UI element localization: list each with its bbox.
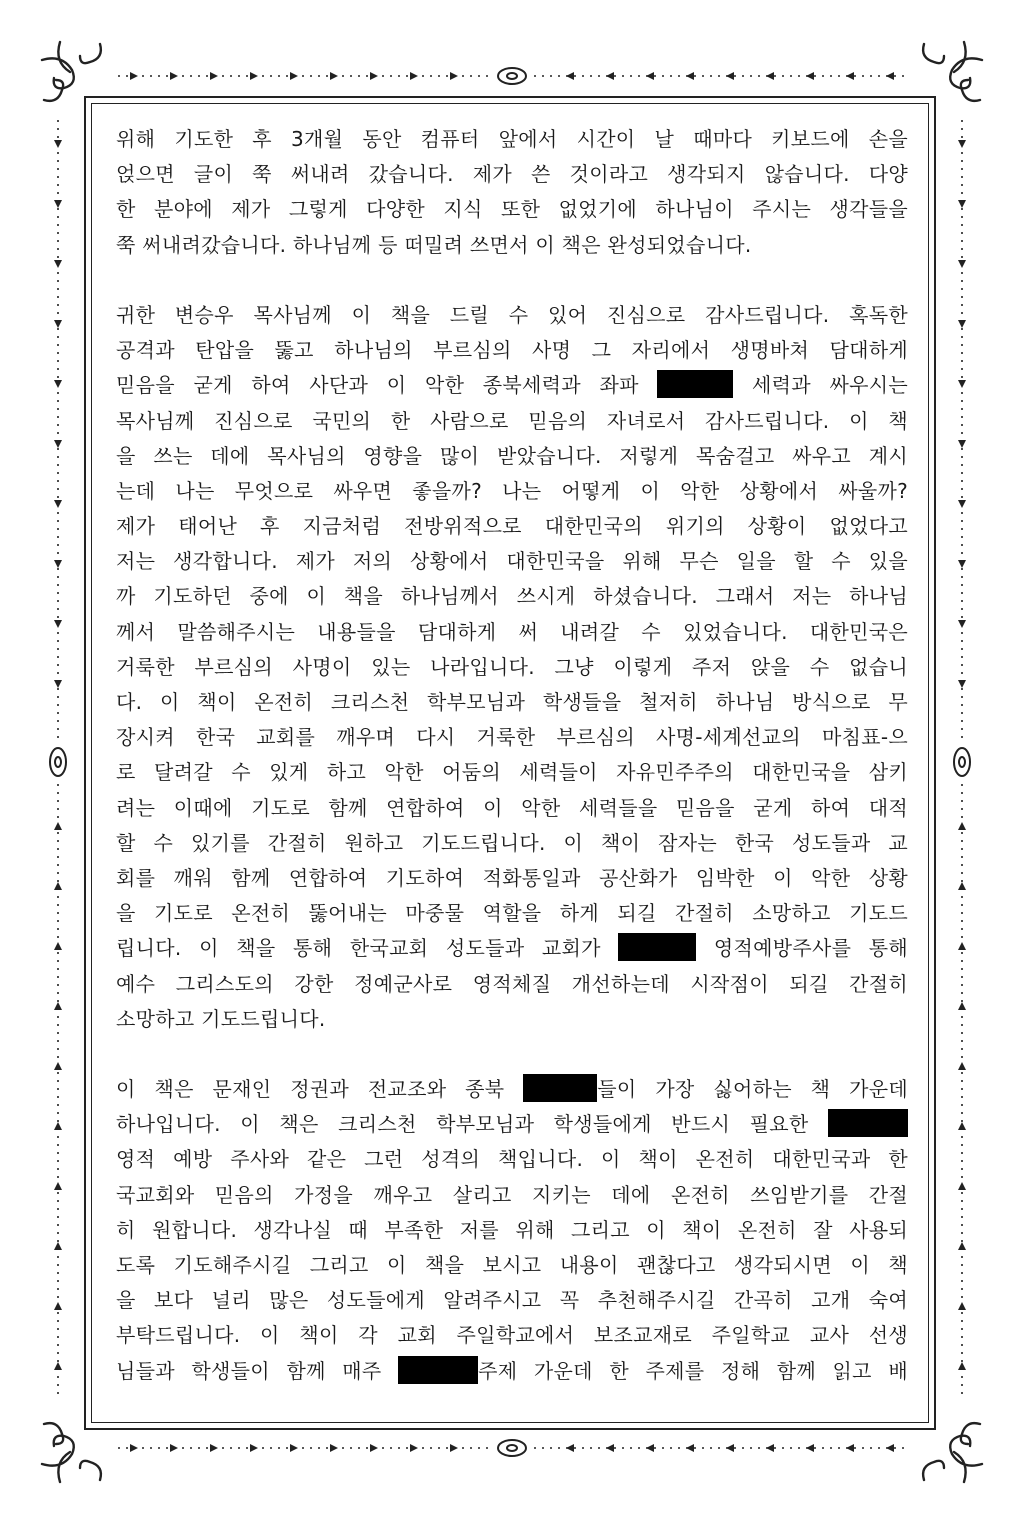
text-line xyxy=(116,685,908,720)
text-segment: 세력과 싸우시는 xyxy=(733,373,908,398)
text-segment: 하나입니다. 이 책은 크리스천 학부모님과 학생들에게 반드시 필요한 xyxy=(116,1112,828,1137)
text-segment: 목사님께 진심으로 국민의 한 사람으로 믿음의 자녀로서 감사드립니다. 이 책 xyxy=(116,408,908,433)
text-segment: 소망하고 기도드립니다. xyxy=(116,1006,326,1031)
text-line xyxy=(116,368,908,403)
text-segment: 공격과 탄압을 뚫고 하나님의 부르심의 사명 그 자리에서 생명바쳐 담대하게 xyxy=(116,338,908,363)
text-line xyxy=(116,826,908,861)
redaction-block xyxy=(657,370,733,398)
text-line xyxy=(116,650,908,685)
text-line xyxy=(116,1002,908,1037)
text-line xyxy=(116,509,908,544)
text-line xyxy=(116,298,908,333)
text-segment: 한 분야에 제가 그렇게 다양한 지식 또한 없었기에 하나님이 주시는 생각들을 xyxy=(116,197,908,222)
text-line xyxy=(116,1142,908,1177)
text-segment: 께서 말씀해주시는 내용들을 담대하게 써 내려갈 수 있었습니다. 대한민국은 xyxy=(116,619,908,644)
text-line xyxy=(116,157,908,192)
redaction-block xyxy=(398,1356,478,1384)
text-segment: 쭉 써내려갔습니다. 하나님께 등 떠밀려 쓰면서 이 책은 완성되었습니다. xyxy=(116,232,752,257)
text-line xyxy=(116,1248,908,1283)
text-line xyxy=(116,615,908,650)
text-segment: 회를 깨워 함께 연합하여 기도하여 적화통일과 공산화가 임박한 이 악한 상황 xyxy=(116,865,908,890)
text-segment: 을 기도로 온전히 뚫어내는 마중물 역할을 하게 되길 간절히 소망하고 기도드 xyxy=(116,901,908,926)
text-segment: 을 보다 널리 많은 성도들에게 알려주시고 꼭 추천해주시길 간곡히 고개 숙여 xyxy=(116,1288,908,1313)
text-line xyxy=(116,439,908,474)
text-line xyxy=(116,896,908,931)
paragraph xyxy=(116,1072,908,1389)
text-line xyxy=(116,720,908,755)
text-line xyxy=(116,1318,908,1353)
text-segment: 려는 이때에 기도로 함께 연합하여 이 악한 세력들을 믿음을 굳게 하여 대적 xyxy=(116,795,908,820)
text-segment: 이 책은 문재인 정권과 전교조와 종북 xyxy=(116,1077,524,1102)
redaction-block xyxy=(828,1109,908,1137)
text-line xyxy=(116,1213,908,1248)
text-segment: 로 달려갈 수 있게 하고 악한 어둠의 세력들이 자유민주주의 대한민국을 삼키 xyxy=(116,760,908,785)
text-line xyxy=(116,1354,908,1389)
paragraph xyxy=(116,298,908,1037)
text-segment: 히 원합니다. 생각나실 때 부족한 저를 위해 그리고 이 책이 온전히 잘 사용되 xyxy=(116,1217,908,1242)
text-segment: 주제 가운데 한 주제를 정해 함께 읽고 배 xyxy=(478,1358,908,1383)
text-segment: 제가 태어난 후 지금처럼 전방위적으로 대한민국의 위기의 상황이 없었다고 xyxy=(116,514,908,539)
text-line xyxy=(116,1283,908,1318)
text-segment: 을 쓰는 데에 목사님의 영향을 많이 받았습니다. 저렇게 목숨걸고 싸우고 계시 xyxy=(116,443,908,468)
text-line xyxy=(116,474,908,509)
text-line xyxy=(116,404,908,439)
text-segment: 국교회와 믿음의 가정을 깨우고 살리고 지키는 데에 온전히 쓰임받기를 간절 xyxy=(116,1182,908,1207)
text-segment: 거룩한 부르심의 사명이 있는 나라입니다. 그냥 이렇게 주저 앉을 수 없습니 xyxy=(116,654,908,679)
text-segment: 영적 예방 주사와 같은 그런 성격의 책입니다. 이 책이 온전히 대한민국과 한 xyxy=(116,1147,908,1172)
text-segment: 부탁드립니다. 이 책이 각 교회 주일학교에서 보조교재로 주일학교 교사 선생 xyxy=(116,1323,908,1348)
text-segment: 장시켜 한국 교회를 깨우며 다시 거룩한 부르심의 사명-세계선교의 마침표-으 xyxy=(116,725,908,750)
text-line xyxy=(116,544,908,579)
text-line xyxy=(116,579,908,614)
text-segment: 얹으면 글이 쭉 써내려 갔습니다. 제가 쓴 것이라고 생각되지 않습니다. 다양 xyxy=(116,162,908,187)
paragraph-gap xyxy=(116,263,908,298)
text-line xyxy=(116,931,908,966)
text-line xyxy=(116,755,908,790)
text-segment: 위해 기도한 후 3개월 동안 컴퓨터 앞에서 시간이 날 때마다 키보드에 손을 xyxy=(116,127,908,151)
text-segment: 예수 그리스도의 강한 정예군사로 영적체질 개선하는데 시작점이 되길 간절히 xyxy=(116,971,908,996)
text-segment: 님들과 학생들이 함께 매주 xyxy=(116,1358,399,1383)
text-line xyxy=(116,1072,908,1107)
text-line xyxy=(116,791,908,826)
text-segment: 할 수 있기를 간절히 원하고 기도드립니다. 이 책이 잠자는 한국 성도들과 교 xyxy=(116,830,908,855)
text-segment: 는데 나는 무엇으로 싸우면 좋을까? 나는 어떻게 이 악한 상황에서 싸울까? xyxy=(116,478,908,503)
text-segment: 믿음을 굳게 하여 사단과 이 악한 종북세력과 좌파 xyxy=(116,373,658,398)
text-segment: 다. 이 책이 온전히 크리스천 학부모님과 학생들을 철저히 하나님 방식으로 무 xyxy=(116,690,908,714)
text-line xyxy=(116,1107,908,1142)
text-line xyxy=(116,192,908,227)
text-segment: 들이 가장 싫어하는 책 가운데 xyxy=(597,1077,908,1102)
paragraph-gap xyxy=(116,1037,908,1072)
text-segment: 립니다. 이 책을 통해 한국교회 성도들과 교회가 xyxy=(116,936,619,961)
text-segment: 도록 기도해주시길 그리고 이 책을 보시고 내용이 괜찮다고 생각되시면 이 책 xyxy=(116,1253,908,1277)
text-segment: 영적예방주사를 통해 xyxy=(696,936,908,961)
text-line xyxy=(116,1178,908,1213)
text-line xyxy=(116,967,908,1002)
paragraph xyxy=(116,122,908,263)
text-segment: 저는 생각합니다. 제가 저의 상황에서 대한민국을 위해 무슨 일을 할 수 있을 xyxy=(116,549,908,574)
redaction-block xyxy=(618,933,696,961)
text-line xyxy=(116,333,908,368)
text-line xyxy=(116,861,908,896)
redaction-block xyxy=(523,1074,597,1102)
text-segment: 귀한 변승우 목사님께 이 책을 드릴 수 있어 진심으로 감사드립니다. 혹독한 xyxy=(116,302,908,327)
body-text xyxy=(116,122,908,1389)
text-line xyxy=(116,122,908,157)
text-segment: 까 기도하던 중에 이 책을 하나님께서 쓰시게 하셨습니다. 그래서 저는 하나님 xyxy=(116,584,908,609)
text-line xyxy=(116,228,908,263)
